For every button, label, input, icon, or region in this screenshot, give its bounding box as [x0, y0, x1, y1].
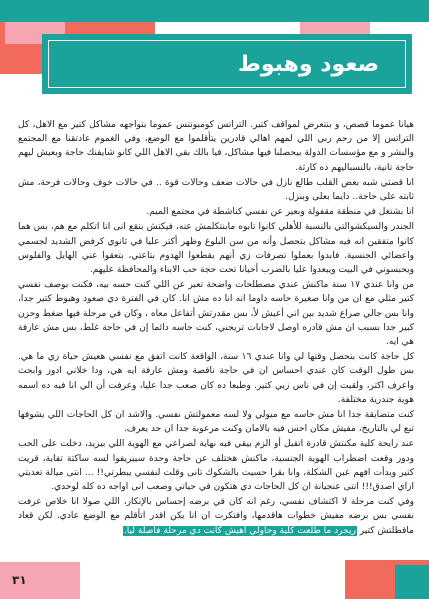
paragraph: من وانا عندي ١٧ سنة ماكنش عندي مصطلحات واضحة تعبر عن اللي كنت حسه بيه، فكنت بوصف نفسي كتير مثلي مع ان من وانا صغيرة حاسه داوما انه انا ده مش انا. كان في الفترة دي صعود وهبوط كتير جدا، وانا بس جالي صراع شديد بين اني أعيش لأ، بس مقدرتش أتفاعل معاه ، وكان في مرحلة فيها ضغط وحزن كبير جدا بسبب ان مش قادره اوصل لاجابات تريحني، كنت حاسه دائما إن في حاجة غلط، بس مش عارفة هي ايه.	[18, 280, 414, 348]
paragraph: كل حاجة كانت بتحصل وقتها لي وانا عندي ١٦ سنة، الواقعة كانت اتفق مع نفسي هعيش حياة زي ما هي. بس طول الوقت كان عندي احساس ان في حاجة ناقصة ومش عارفة ايه هي، ودا خلاني ادور وابحث واعرف اكتر، ولقيت إن في ناس زيي كتير. وطبعا ده كان صعب جدا عليا، وعرفت أن الي انا فيه ده اسمه هوية جندرية مختلفة.	[18, 352, 414, 405]
page-number: ٣١	[12, 573, 27, 587]
paragraph-final	[18, 495, 414, 538]
paragraph: الجندر والسيكشوالتي بالنسبة للأهلي كانوا تابوه مابنتكلمش عنه، فيكتش بنقع انى انا اتكلم مع هم، بس هما كانوا متفقين انه فيه مشاكل بتحصل وأنه من سن البلوغ وظهر أكتر عليا في ثانوي كرفض الشديد لجسمي واعضائي الجنسية. فابدوا بعملوا تصرفات زي أنهم يقطعوا الهدوم بتاعتي، بتعقوا عني الهايل والفلوس ويحبسوني في البيت ويبعدوا عليا بالضرب أحيانا تحت حجة حب الابناء والمحافظة عليهم.	[18, 222, 414, 276]
page-title: صعود وهبوط	[238, 51, 379, 77]
article-body	[18, 118, 414, 558]
paragraph-text: وفي كنت مرحلة لا اكتشاف نفسي، رغم انه كان في برضه إحساس بالإنكار، اللي صولا انا خلاص عرفت نفسي بس برضه مفيش خطوات هاقدمها، وافتكرت ان انا يكن اقدر اتأقلم مع الوضع عادي. لكن قعاد ماقطلتش كتير	[18, 497, 414, 536]
paragraph: انا بشتغل في منطقة مقفولة وبعير عن نفسي كناشطة في مجتمع الميم.	[146, 207, 414, 218]
paragraph: كنت متضايقة جدا انا مش حاسه مع ميولي ولا لسه معمولتش نفسي. والاشد ان كل الحاجات اللي بشوفها تبع لي بالتاريخ، مفيش مكان احس فيه بالامان وكنت مرعوبة جدا ان حد يعرف.	[18, 410, 414, 435]
title-frame	[48, 40, 406, 88]
highlighted-text: ريجرد ما طلعت كلية وحاولي اهيش كانت دي مرحلة فاصلة ليا.	[123, 525, 356, 536]
paragraph: هيانا عموما قصص، و بنتعرض لمواقف كتير. التراتس كومبونتس عموما بتواجهه مشاكل كتير مع الاهل، كل التراتس إلا من رحم ربي اللي لمهم اهالي قادرين يتأقلموا مع الوضع، وفي الغموم عادتقنا مع المجتمع والبشر و مع مؤسسات الدولة بيحصلنا فيها مشاكل، فيا بالك بقى الاهل اللي كانو شايفنك حاجة وبعيش ليهم حاجة تانية، بالنسباليهم ده كارثة.	[18, 120, 414, 173]
paragraph: عند رايحة كلية مكنتش قادرة اتقبل أو الزم بيقي فيه نهاية لصراعي مع الهوية اللي بيزيد، دخلت على الحب ودور وقعت اضطراب الهوية الجنسية، ماكنش هختلف عن حاجة وحدة سيبريفوا لسه ساكتة تفاية، قريت كتير ويدأت افهم عين الشكلة، وانا بقرا حسيت بالشكوك تانى وقلت لنفسي يبطرتي!! ... انتى ميالة تعديتي ازاي اصدق!!! انتى عنجيانة ان كل الحاجات دي هتكون في حياتي وصعب انى اواجه ده كله لوحدي.	[18, 439, 414, 493]
decorative-top-bar	[0, 0, 429, 22]
paragraph: انا قصتي شبه بعض القلب طالع نازل في حالات ضعف وحالات قوة .. في حالات خوف وحالات فرحة، مش ثابته على حاجة.. دايما بعلى وبنزل.	[18, 177, 414, 203]
decorative-teal-footer	[395, 565, 429, 599]
